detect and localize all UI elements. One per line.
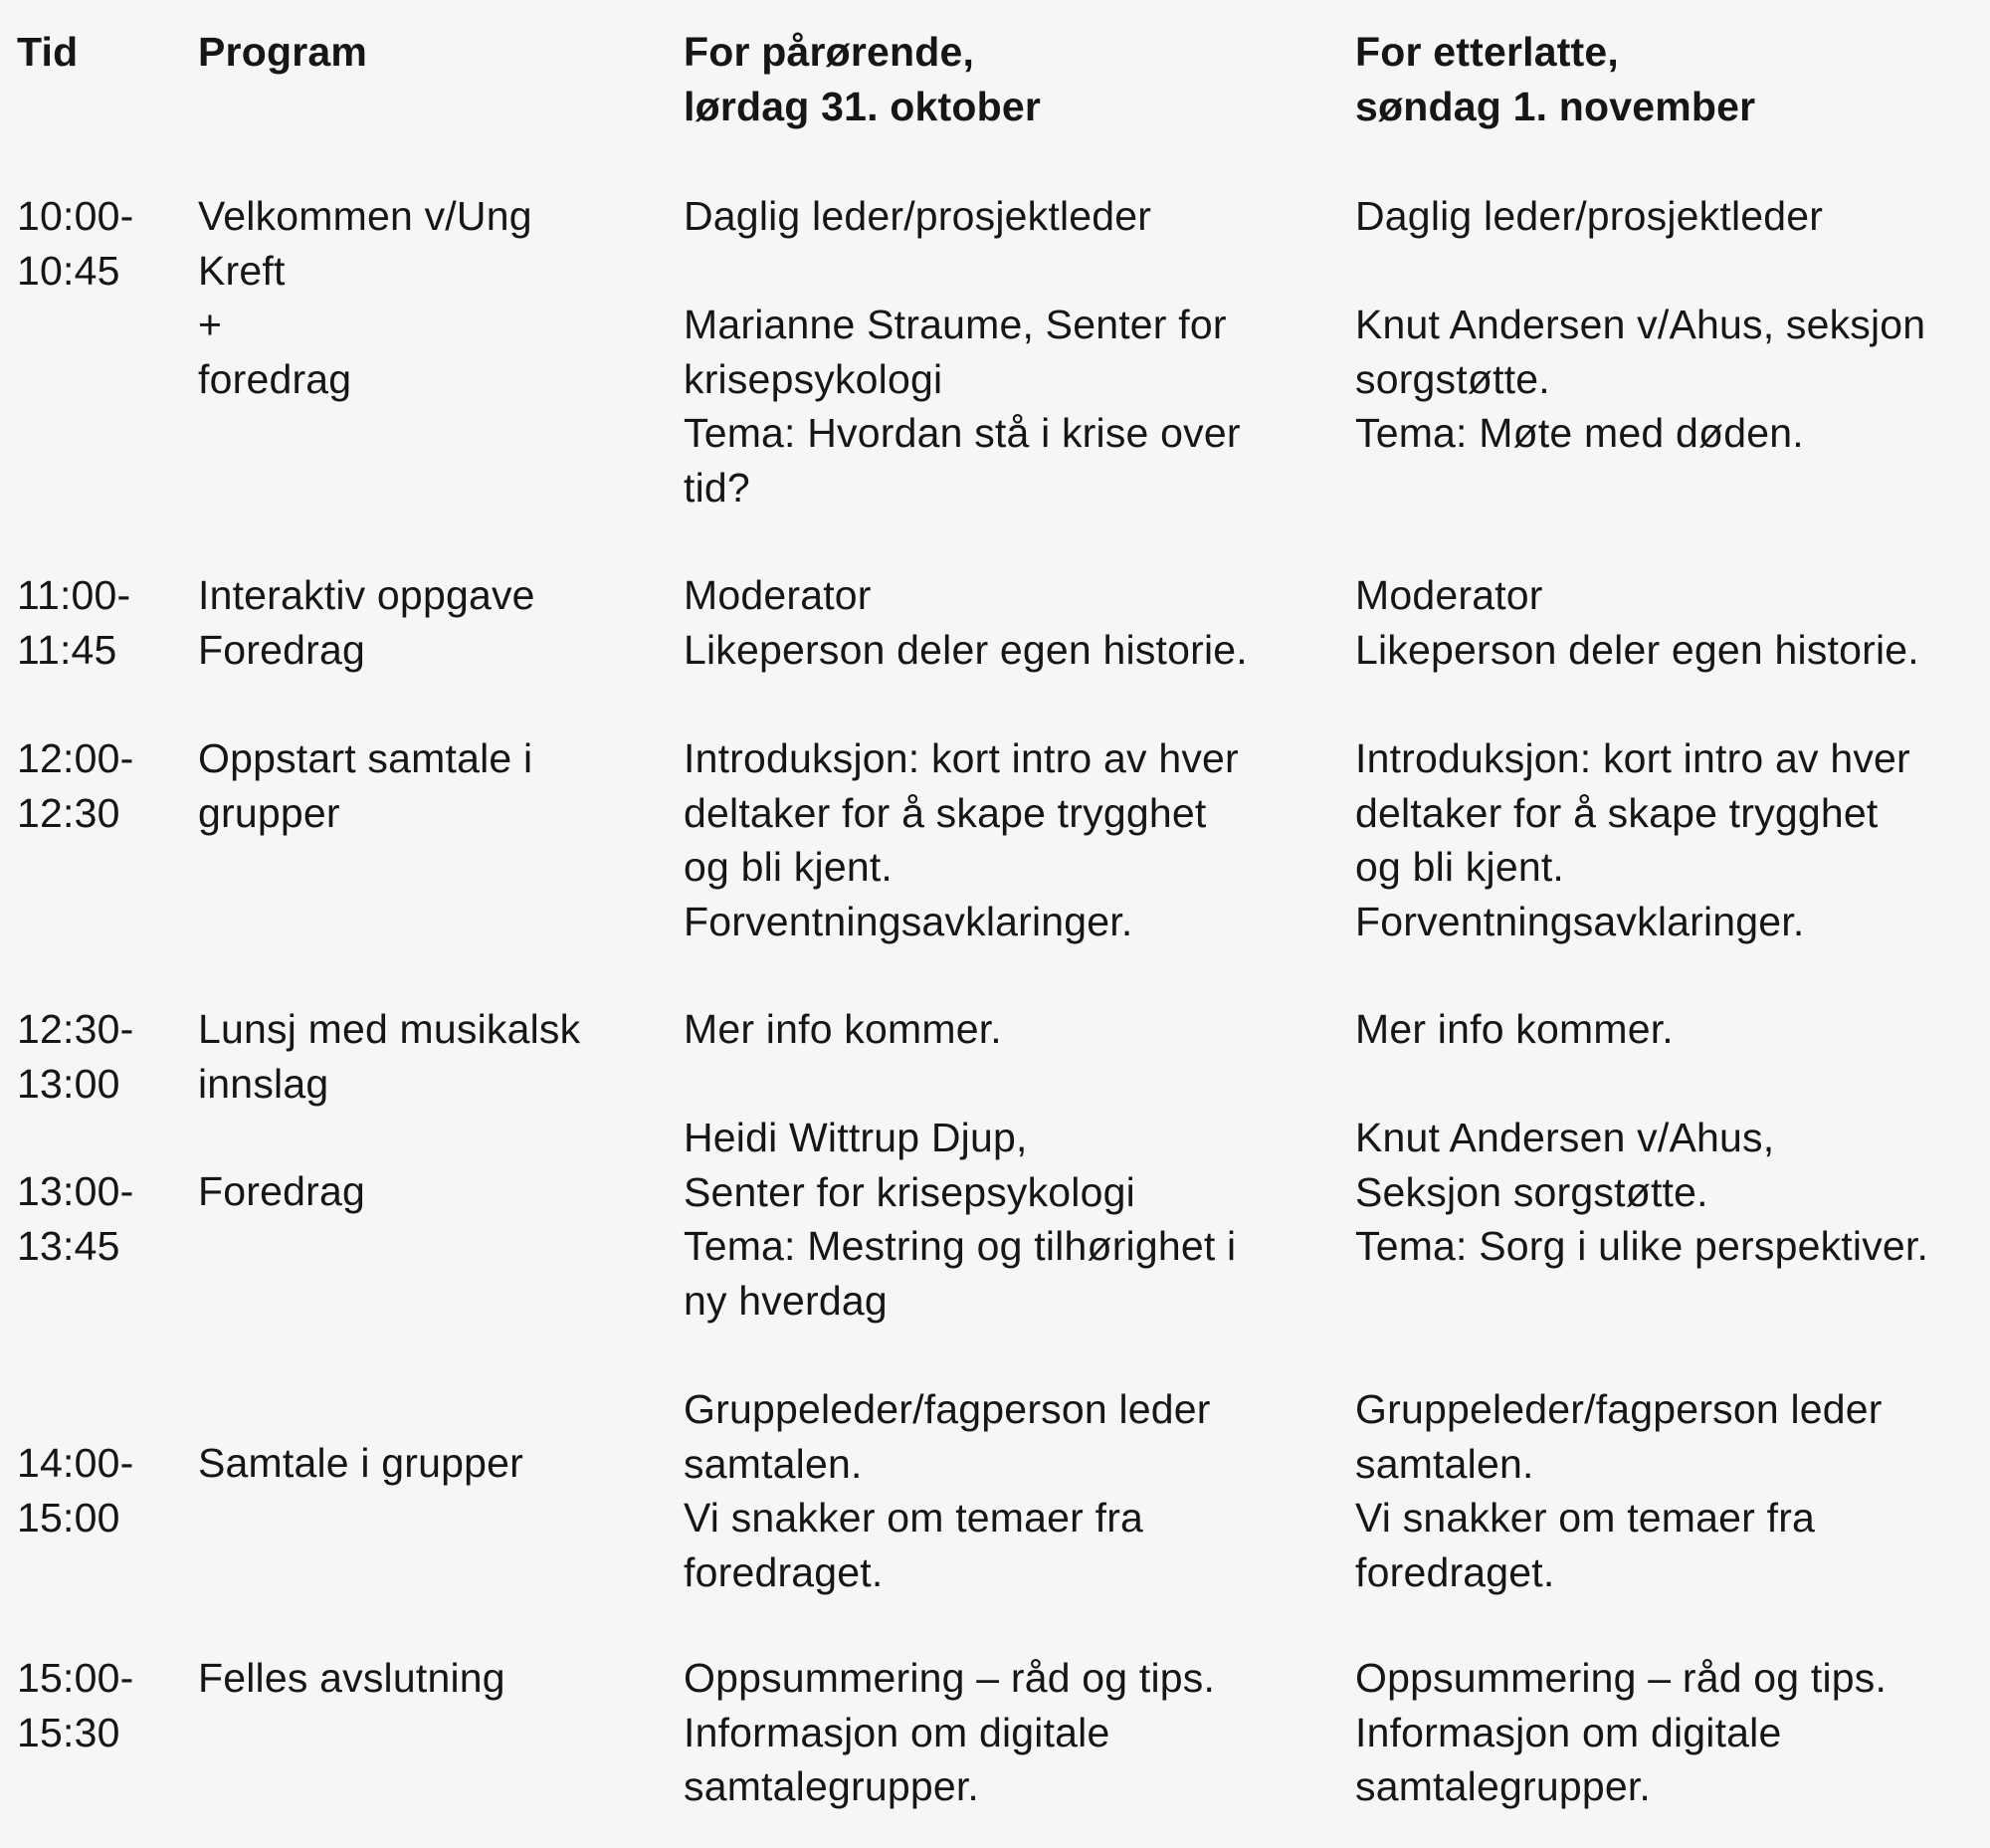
etterlatte-line xyxy=(1355,244,1925,299)
parorende-line: Tema: Hvordan stå i krise over xyxy=(684,410,1241,456)
etterlatte-line: deltaker for å skape trygghet xyxy=(1355,789,1879,836)
row-3-parorende xyxy=(684,731,1239,948)
parorende-line: Moderator xyxy=(684,572,872,618)
header-etterlatte-line: søndag 1. november xyxy=(1355,83,1756,129)
row-7-program xyxy=(198,1651,505,1706)
etterlatte-line: Oppsummering – råd og tips. xyxy=(1355,1655,1888,1701)
program-line: Oppstart samtale i xyxy=(198,735,533,781)
etterlatte-line: Forventningsavklaringer. xyxy=(1355,898,1805,944)
row-4-time xyxy=(17,1002,133,1111)
row-5-parorende xyxy=(684,1111,1236,1328)
row-5-etterlatte xyxy=(1355,1111,1928,1274)
etterlatte-line: og bli kjent. xyxy=(1355,844,1565,890)
row-6-program xyxy=(198,1436,523,1491)
etterlatte-line: Knut Andersen v/Ahus, xyxy=(1355,1115,1775,1160)
program-line: Kreft xyxy=(198,247,286,294)
row-4-etterlatte xyxy=(1355,1002,1674,1057)
parorende-line: Informasjon om digitale xyxy=(684,1709,1110,1755)
parorende-line: Senter for krisepsykologi xyxy=(684,1168,1135,1215)
row-7-etterlatte xyxy=(1355,1651,1887,1814)
row-2-etterlatte xyxy=(1355,568,1919,677)
program-line: Foredrag xyxy=(198,1168,365,1214)
row-5-time xyxy=(17,1164,133,1273)
etterlatte-line: Knut Andersen v/Ahus, seksjon xyxy=(1355,302,1926,347)
parorende-line: Introduksjon: kort intro av hver xyxy=(684,735,1239,781)
row-3-etterlatte xyxy=(1355,731,1910,948)
row-1-time xyxy=(17,189,133,298)
row-4-program xyxy=(198,1002,580,1111)
parorende-line: tid? xyxy=(684,464,750,511)
header-parorende-line: For pårørende, xyxy=(684,29,975,75)
time-line: 12:00- xyxy=(17,735,134,781)
row-5-program xyxy=(198,1164,365,1219)
row-7-time xyxy=(17,1651,133,1759)
etterlatte-line: Introduksjon: kort intro av hver xyxy=(1355,735,1910,781)
etterlatte-line: Likeperson deler egen historie. xyxy=(1355,626,1919,673)
etterlatte-line: Mer info kommer. xyxy=(1355,1006,1674,1052)
row-3-program xyxy=(198,731,532,840)
row-2-parorende xyxy=(684,568,1248,677)
header-time xyxy=(17,25,78,80)
header-etterlatte-line: For etterlatte, xyxy=(1355,29,1619,75)
etterlatte-line: Informasjon om digitale xyxy=(1355,1709,1782,1755)
program-line: + xyxy=(198,302,223,347)
etterlatte-line: Vi snakker om temaer fra xyxy=(1355,1495,1816,1540)
parorende-line: Tema: Mestring og tilhørighet i xyxy=(684,1223,1237,1269)
parorende-line: Mer info kommer. xyxy=(684,1006,1002,1052)
etterlatte-line: Seksjon sorgstøtte. xyxy=(1355,1168,1708,1215)
header-parorende-line: lørdag 31. oktober xyxy=(684,83,1042,129)
time-line: 13:00- xyxy=(17,1168,134,1214)
row-2-program xyxy=(198,568,535,677)
time-line: 11:45 xyxy=(17,626,117,673)
time-line: 12:30 xyxy=(17,789,120,836)
row-6-parorende xyxy=(684,1382,1211,1599)
parorende-line: Daglig leder/prosjektleder xyxy=(684,193,1152,239)
etterlatte-line: samtalen. xyxy=(1355,1440,1534,1487)
etterlatte-line: samtalegrupper. xyxy=(1355,1763,1652,1809)
parorende-line: foredraget. xyxy=(684,1548,884,1595)
parorende-line xyxy=(684,244,1241,299)
program-line: Velkommen v/Ung xyxy=(198,193,532,239)
time-line: 12:30- xyxy=(17,1006,134,1052)
program-line: Interaktiv oppgave xyxy=(198,572,535,618)
parorende-line: Marianne Straume, Senter for xyxy=(684,302,1227,347)
row-2-time xyxy=(17,568,130,677)
parorende-line: Gruppeleder/fagperson leder xyxy=(684,1386,1211,1432)
row-1-program xyxy=(198,189,532,406)
row-7-parorende xyxy=(684,1651,1215,1814)
row-4-parorende xyxy=(684,1002,1002,1057)
header-etterlatte xyxy=(1355,25,1755,133)
etterlatte-line: Gruppeleder/fagperson leder xyxy=(1355,1386,1883,1432)
time-line: 13:45 xyxy=(17,1222,120,1269)
header-program xyxy=(198,25,367,80)
program-line: Foredrag xyxy=(198,626,365,673)
parorende-line: deltaker for å skape trygghet xyxy=(684,789,1207,836)
parorende-line: ny hverdag xyxy=(684,1277,888,1324)
parorende-line: og bli kjent. xyxy=(684,844,894,890)
time-line: 14:00- xyxy=(17,1440,134,1486)
time-line: 15:00 xyxy=(17,1494,120,1540)
time-line: 10:00- xyxy=(17,193,134,239)
row-6-etterlatte xyxy=(1355,1382,1883,1599)
parorende-line: krisepsykologi xyxy=(684,355,943,402)
etterlatte-line: Tema: Møte med døden. xyxy=(1355,410,1804,456)
header-parorende xyxy=(684,25,1041,133)
row-3-time xyxy=(17,731,133,840)
parorende-line: Vi snakker om temaer fra xyxy=(684,1495,1144,1540)
program-line: Samtale i grupper xyxy=(198,1440,524,1486)
etterlatte-line: foredraget. xyxy=(1355,1548,1555,1595)
program-line: grupper xyxy=(198,789,340,836)
parorende-line: Oppsummering – råd og tips. xyxy=(684,1655,1216,1701)
row-6-time xyxy=(17,1436,133,1544)
parorende-line: samtalen. xyxy=(684,1440,863,1487)
parorende-line: Heidi Wittrup Djup, xyxy=(684,1115,1028,1160)
parorende-line: samtalegrupper. xyxy=(684,1763,980,1809)
time-line: 15:00- xyxy=(17,1655,134,1701)
header-time-label: Tid xyxy=(17,29,79,75)
program-line: Lunsj med musikalsk xyxy=(198,1006,581,1052)
etterlatte-line: Tema: Sorg i ulike perspektiver. xyxy=(1355,1223,1929,1269)
etterlatte-line: Moderator xyxy=(1355,572,1543,618)
time-line: 13:00 xyxy=(17,1060,120,1107)
parorende-line: Likeperson deler egen historie. xyxy=(684,626,1248,673)
time-line: 10:45 xyxy=(17,247,120,294)
etterlatte-line: sorgstøtte. xyxy=(1355,355,1550,402)
program-line: Felles avslutning xyxy=(198,1655,505,1701)
parorende-line: Forventningsavklaringer. xyxy=(684,898,1133,944)
program-line: innslag xyxy=(198,1060,329,1107)
etterlatte-line: Daglig leder/prosjektleder xyxy=(1355,193,1824,239)
row-1-parorende xyxy=(684,189,1241,514)
time-line: 15:30 xyxy=(17,1709,120,1755)
header-program-label: Program xyxy=(198,29,368,75)
time-line: 11:00- xyxy=(17,572,131,618)
row-1-etterlatte xyxy=(1355,189,1925,461)
program-line: foredrag xyxy=(198,355,352,402)
